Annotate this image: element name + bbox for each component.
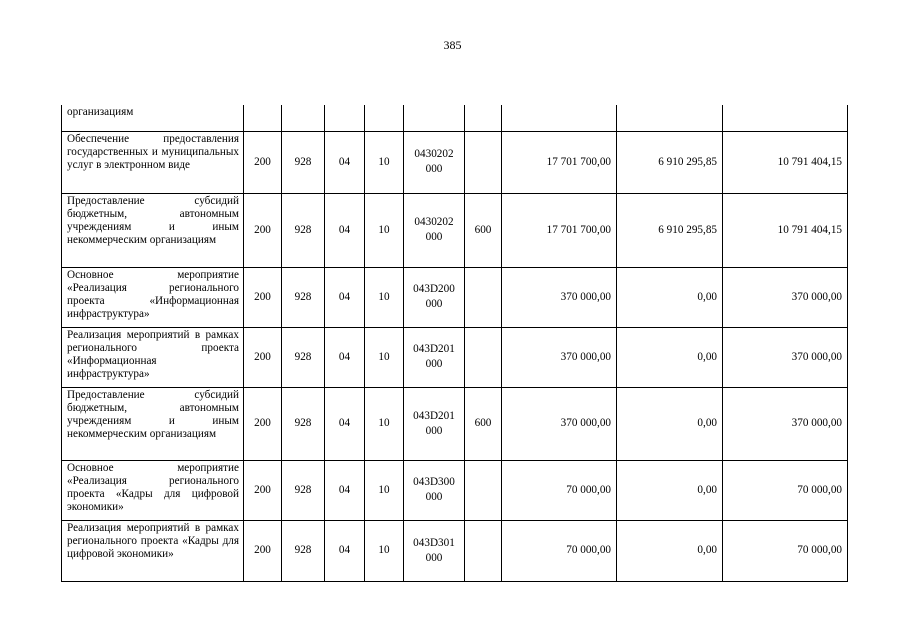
expense-name: Реализация мероприятий в рамках регионального проекта «Информационная инфраструктура»	[62, 327, 244, 387]
cell-type	[465, 131, 502, 193]
expense-name: Реализация мероприятий в рамках регионального проекта «Кадры для цифровой экономики»	[62, 520, 244, 581]
cell-d: 10	[365, 267, 404, 327]
cell-c: 04	[325, 327, 365, 387]
table-row	[62, 520, 848, 581]
cell-value-1: 17 701 700,00	[502, 193, 617, 267]
cell-value-2	[617, 105, 723, 131]
cell-b: 928	[282, 267, 325, 327]
cell-d: 10	[365, 131, 404, 193]
cell-c: 04	[325, 193, 365, 267]
budget-table	[61, 105, 848, 582]
cell-c: 04	[325, 267, 365, 327]
cell-c	[325, 105, 365, 131]
cell-d	[365, 105, 404, 131]
cell-code: 0430202 000	[404, 131, 465, 193]
cell-value-1: 370 000,00	[502, 327, 617, 387]
cell-value-3	[723, 105, 848, 131]
cell-code	[404, 105, 465, 131]
cell-b: 928	[282, 460, 325, 520]
cell-value-3: 370 000,00	[723, 387, 848, 460]
cell-value-1	[502, 105, 617, 131]
cell-value-2: 0,00	[617, 460, 723, 520]
page-number: 385	[443, 38, 462, 52]
cell-value-2: 0,00	[617, 267, 723, 327]
cell-value-1: 17 701 700,00	[502, 131, 617, 193]
cell-value-3: 10 791 404,15	[723, 131, 848, 193]
table-row	[62, 267, 848, 327]
cell-c: 04	[325, 131, 365, 193]
cell-a: 200	[244, 520, 282, 581]
cell-value-3: 70 000,00	[723, 520, 848, 581]
cell-value-3: 10 791 404,15	[723, 193, 848, 267]
cell-code: 043D301 000	[404, 520, 465, 581]
cell-c: 04	[325, 520, 365, 581]
cell-code: 043D300 000	[404, 460, 465, 520]
expense-name: Основное мероприятие «Реализация регионального проекта «Информационная инфраструктура»	[62, 267, 244, 327]
cell-b: 928	[282, 193, 325, 267]
cell-type: 600	[465, 387, 502, 460]
cell-value-3: 70 000,00	[723, 460, 848, 520]
expense-name: Основное мероприятие «Реализация регионального проекта «Кадры для цифровой экономики»	[62, 460, 244, 520]
cell-a	[244, 105, 282, 131]
table-row	[62, 327, 848, 387]
cell-value-2: 6 910 295,85	[617, 131, 723, 193]
cell-value-1: 70 000,00	[502, 460, 617, 520]
cell-c: 04	[325, 387, 365, 460]
cell-type	[465, 267, 502, 327]
cell-d: 10	[365, 193, 404, 267]
table-row	[62, 460, 848, 520]
cell-b: 928	[282, 131, 325, 193]
cell-value-2: 0,00	[617, 387, 723, 460]
cell-value-3: 370 000,00	[723, 267, 848, 327]
cell-type	[465, 460, 502, 520]
cell-b	[282, 105, 325, 131]
cell-a: 200	[244, 460, 282, 520]
cell-d: 10	[365, 387, 404, 460]
table-row	[62, 193, 848, 267]
cell-value-2: 0,00	[617, 327, 723, 387]
table-row	[62, 105, 848, 131]
expense-name: Обеспечение предоставления государственных и муниципальных услуг в электронном виде	[62, 131, 244, 193]
cell-a: 200	[244, 193, 282, 267]
cell-code: 0430202 000	[404, 193, 465, 267]
cell-code: 043D200 000	[404, 267, 465, 327]
cell-value-2: 6 910 295,85	[617, 193, 723, 267]
cell-b: 928	[282, 520, 325, 581]
cell-d: 10	[365, 520, 404, 581]
cell-code: 043D201 000	[404, 387, 465, 460]
cell-type	[465, 520, 502, 581]
cell-d: 10	[365, 327, 404, 387]
cell-a: 200	[244, 327, 282, 387]
cell-d: 10	[365, 460, 404, 520]
cell-value-1: 70 000,00	[502, 520, 617, 581]
cell-c: 04	[325, 460, 365, 520]
cell-a: 200	[244, 267, 282, 327]
expense-name: организациям	[62, 105, 244, 131]
cell-b: 928	[282, 327, 325, 387]
table-row	[62, 131, 848, 193]
cell-type: 600	[465, 193, 502, 267]
cell-a: 200	[244, 131, 282, 193]
cell-a: 200	[244, 387, 282, 460]
cell-type	[465, 327, 502, 387]
cell-value-1: 370 000,00	[502, 387, 617, 460]
cell-type	[465, 105, 502, 131]
cell-code: 043D201 000	[404, 327, 465, 387]
expense-name: Предоставление субсидий бюджетным, автономным учреждениям и иным некоммерческим организациям	[62, 387, 244, 460]
cell-value-3: 370 000,00	[723, 327, 848, 387]
cell-value-1: 370 000,00	[502, 267, 617, 327]
cell-b: 928	[282, 387, 325, 460]
cell-value-2: 0,00	[617, 520, 723, 581]
expense-name: Предоставление субсидий бюджетным, автономным учреждениям и иным некоммерческим организациям	[62, 193, 244, 267]
table-row	[62, 387, 848, 460]
